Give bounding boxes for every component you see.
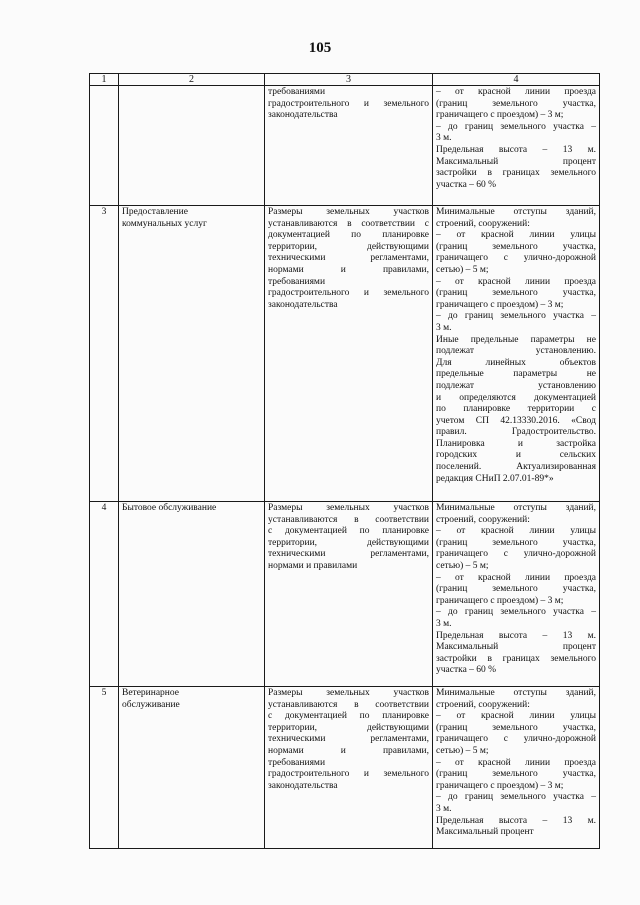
cell-line: законодательства: [268, 110, 338, 121]
use-name-cell: [119, 502, 265, 687]
cell-line: коммунальных услуг: [122, 218, 207, 229]
cell-line: требованиями: [268, 757, 326, 768]
cell-line: Размеры земельных участков: [268, 207, 429, 217]
regulations-table: [89, 73, 600, 849]
cell-line: сетью) – 5 м;: [436, 264, 489, 275]
cell-line: территории, действующими: [268, 537, 429, 548]
cell-line: по планировке территории с: [436, 404, 596, 415]
cell-line: – от красной линии проезда: [436, 757, 596, 768]
cell-line: строений, сооружений:: [436, 514, 530, 525]
table-row: [90, 502, 600, 687]
cell-line: нормами и правилами: [268, 560, 358, 571]
cell-line: подлежат установлению: [436, 380, 596, 391]
cell-line: (границ земельного участка,: [436, 288, 596, 299]
table-body: [90, 74, 600, 849]
cell-line: – до границ земельного участка –: [436, 121, 596, 132]
cell-line: 3 м.: [436, 803, 452, 814]
cell-line: – до границ земельного участка –: [436, 792, 596, 803]
cell-line: градостроительного и земельного: [268, 288, 429, 299]
cell-line: граничащего с проездом) – 3 м;: [436, 595, 564, 606]
table-row: [90, 687, 600, 849]
cell-line: граничащего с улично-дорожной: [436, 734, 596, 745]
cell-line: Планировка и застройка: [436, 438, 596, 449]
cell-line: (границ земельного участка,: [436, 769, 596, 780]
parameters-cell: [433, 502, 600, 687]
cell-line: 3 м.: [436, 618, 452, 629]
cell-line: поселений. Актуализированная: [436, 462, 596, 473]
cell-line: – до границ земельного участка –: [436, 311, 596, 322]
cell-line: редакция СНиП 2.07.01-89*»: [436, 473, 554, 484]
cell-line: граничащего с улично-дорожной: [436, 253, 596, 264]
cell-line: нормами и правилами,: [268, 264, 429, 275]
cell-line: Максимальный процент: [436, 642, 596, 653]
cell-line: и определяются документацией: [436, 392, 596, 403]
cell-line: участка – 60 %: [436, 179, 497, 190]
cell-line: устанавливаются в соответствии: [268, 699, 429, 710]
cell-line: подлежат установлению.: [436, 346, 596, 357]
cell-line: застройки в границах земельного: [436, 653, 596, 664]
cell-line: (границ земельного участка,: [436, 98, 596, 109]
cell-line: граничащего с проездом) – 3 м;: [436, 780, 564, 791]
cell-line: сетью) – 5 м;: [436, 745, 489, 756]
cell-line: граничащего с проездом) – 3 м;: [436, 110, 564, 121]
cell-line: Минимальные отступы зданий,: [436, 207, 596, 217]
table-row: [90, 206, 600, 502]
cell-line: граничащего с проездом) – 3 м;: [436, 299, 564, 310]
cell-line: (границ земельного участка,: [436, 722, 596, 733]
table-row: [90, 86, 600, 206]
cell-line: (границ земельного участка,: [436, 584, 596, 595]
cell-line: – от красной линии улицы: [436, 711, 596, 722]
plot-size-cell: [265, 502, 433, 687]
parameters-cell: [433, 206, 600, 502]
use-name-cell: [119, 206, 265, 502]
cell-line: Минимальные отступы зданий,: [436, 688, 596, 698]
header-cell-4: 4: [433, 74, 600, 86]
cell-line: – от красной линии проезда: [436, 572, 596, 583]
cell-line: обслуживание: [122, 699, 180, 710]
row-number-cell: 5: [90, 687, 119, 849]
cell-line: – от красной линии улицы: [436, 230, 596, 241]
cell-line: – от красной линии проезда: [436, 276, 596, 287]
cell-line: устанавливаются в соответствии с: [268, 218, 429, 229]
parameters-cell: [433, 86, 600, 206]
cell-line: территории, действующими: [268, 241, 429, 252]
row-number-cell: [90, 86, 119, 206]
cell-line: строений, сооружений:: [436, 218, 530, 229]
cell-line: территории, действующими: [268, 722, 429, 733]
cell-line: Предоставление: [122, 207, 188, 217]
cell-line: правил. Градостроительство.: [436, 427, 596, 438]
cell-line: Максимальный процент: [436, 827, 534, 838]
cell-line: градостроительного и земельного: [268, 769, 429, 780]
row-number-cell: 4: [90, 502, 119, 687]
use-name-cell: [119, 86, 265, 206]
cell-line: городских и сельских: [436, 450, 596, 461]
cell-line: нормами и правилами,: [268, 745, 429, 756]
cell-line: законодательства: [268, 299, 338, 310]
cell-line: – от красной линии проезда: [436, 87, 596, 97]
cell-line: Максимальный процент: [436, 156, 596, 167]
cell-line: Иные предельные параметры не: [436, 334, 596, 345]
header-cell-3: 3: [265, 74, 433, 86]
cell-line: предельные параметры не: [436, 369, 596, 380]
cell-line: с документацией по планировке: [268, 711, 429, 722]
cell-line: – до границ земельного участка –: [436, 607, 596, 618]
cell-line: с документацией по планировке: [268, 526, 429, 537]
cell-line: устанавливаются в соответствии: [268, 514, 429, 525]
cell-line: 3 м.: [436, 133, 452, 144]
cell-line: учетом СП 42.13330.2016. «Свод: [436, 415, 596, 426]
cell-line: техническими регламентами,: [268, 734, 429, 745]
cell-line: участка – 60 %: [436, 665, 497, 676]
cell-line: Предельная высота – 13 м.: [436, 144, 596, 155]
row-number-cell: 3: [90, 206, 119, 502]
cell-line: (границ земельного участка,: [436, 537, 596, 548]
plot-size-cell: [265, 206, 433, 502]
cell-line: требованиями: [268, 276, 326, 287]
cell-line: Ветеринарное: [122, 688, 179, 698]
plot-size-cell: [265, 687, 433, 849]
header-cell-2: 2: [119, 74, 265, 86]
cell-line: – от красной линии улицы: [436, 526, 596, 537]
cell-line: законодательства: [268, 780, 338, 791]
header-row: [90, 74, 600, 86]
cell-line: Для линейных объектов: [436, 357, 596, 368]
cell-line: Предельная высота – 13 м.: [436, 630, 596, 641]
cell-line: сетью) – 5 м;: [436, 560, 489, 571]
cell-line: (границ земельного участка,: [436, 241, 596, 252]
cell-line: Бытовое обслуживание: [122, 503, 217, 513]
cell-line: Размеры земельных участков: [268, 503, 429, 513]
cell-line: градостроительного и земельного: [268, 98, 429, 109]
page-number: 105: [308, 40, 332, 56]
use-name-cell: [119, 687, 265, 849]
parameters-cell: [433, 687, 600, 849]
cell-line: граничащего с улично-дорожной: [436, 549, 596, 560]
cell-line: документацией по планировке: [268, 230, 429, 241]
cell-line: 3 м.: [436, 322, 452, 333]
cell-line: строений, сооружений:: [436, 699, 530, 710]
cell-line: Предельная высота – 13 м.: [436, 815, 596, 826]
cell-line: Размеры земельных участков: [268, 688, 429, 698]
cell-line: техническими регламентами,: [268, 253, 429, 264]
cell-line: застройки в границах земельного: [436, 168, 596, 179]
header-cell-1: 1: [90, 74, 119, 86]
cell-line: техническими регламентами,: [268, 549, 429, 560]
plot-size-cell: [265, 86, 433, 206]
cell-line: Минимальные отступы зданий,: [436, 503, 596, 513]
cell-line: требованиями: [268, 87, 326, 97]
